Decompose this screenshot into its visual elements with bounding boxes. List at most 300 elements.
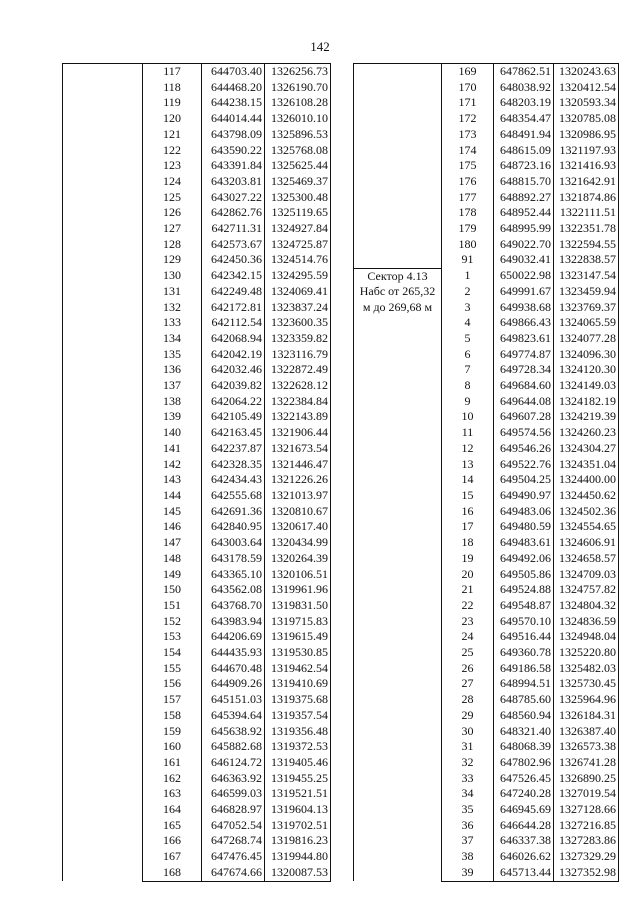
point-number: 91 [442, 252, 494, 268]
x-coordinate: 643365.10 [202, 567, 265, 583]
x-coordinate: 645394.64 [202, 708, 265, 724]
y-coordinate: 1319604.13 [265, 802, 331, 818]
y-coordinate: 1324069.41 [265, 284, 331, 300]
y-coordinate: 1320810.67 [265, 504, 331, 520]
point-number: 12 [442, 441, 494, 457]
y-coordinate: 1319944.80 [265, 849, 331, 865]
x-coordinate: 647802.96 [494, 755, 554, 771]
point-number: 136 [143, 362, 202, 378]
y-coordinate: 1327329.29 [554, 849, 619, 865]
x-coordinate: 648723.16 [494, 158, 554, 174]
point-number: 157 [143, 692, 202, 708]
y-coordinate: 1323769.37 [554, 300, 619, 316]
y-coordinate: 1321874.86 [554, 190, 619, 206]
y-coordinate: 1324658.57 [554, 551, 619, 567]
point-number: 177 [442, 190, 494, 206]
y-coordinate: 1321197.93 [554, 143, 619, 159]
point-number: 144 [143, 488, 202, 504]
x-coordinate: 642840.95 [202, 519, 265, 535]
point-number: 149 [143, 567, 202, 583]
y-coordinate: 1325482.03 [554, 661, 619, 677]
x-coordinate: 642163.45 [202, 425, 265, 441]
y-coordinate: 1319356.48 [265, 724, 331, 740]
x-coordinate: 646828.97 [202, 802, 265, 818]
y-coordinate: 1319961.96 [265, 582, 331, 598]
point-number: 135 [143, 347, 202, 363]
y-coordinate: 1319521.51 [265, 786, 331, 802]
x-coordinate: 644238.15 [202, 95, 265, 111]
y-coordinate: 1323116.79 [265, 347, 331, 363]
x-coordinate: 649483.61 [494, 535, 554, 551]
y-coordinate: 1324400.00 [554, 472, 619, 488]
point-number: 15 [442, 488, 494, 504]
y-coordinate: 1324757.82 [554, 582, 619, 598]
point-number: 11 [442, 425, 494, 441]
y-coordinate: 1322384.84 [265, 394, 331, 410]
point-number: 171 [442, 95, 494, 111]
point-number: 123 [143, 158, 202, 174]
x-coordinate: 642691.36 [202, 504, 265, 520]
y-coordinate: 1320986.95 [554, 127, 619, 143]
x-coordinate: 647526.45 [494, 771, 554, 787]
x-coordinate: 649492.06 [494, 551, 554, 567]
x-coordinate: 648354.47 [494, 111, 554, 127]
x-coordinate: 649522.76 [494, 457, 554, 473]
y-coordinate: 1324948.04 [554, 629, 619, 645]
point-number: 163 [143, 786, 202, 802]
x-coordinate: 649866.43 [494, 315, 554, 331]
point-number: 175 [442, 158, 494, 174]
y-coordinate: 1319831.50 [265, 598, 331, 614]
x-coordinate: 649480.59 [494, 519, 554, 535]
section-cell [63, 64, 143, 882]
point-number: 4 [442, 315, 494, 331]
y-coordinate: 1323147.54 [554, 268, 619, 284]
x-coordinate: 645713.44 [494, 865, 554, 881]
point-number: 172 [442, 111, 494, 127]
point-number: 153 [143, 629, 202, 645]
y-coordinate: 1319462.54 [265, 661, 331, 677]
y-coordinate: 1323600.35 [265, 315, 331, 331]
x-coordinate: 648068.39 [494, 739, 554, 755]
y-coordinate: 1319816.23 [265, 833, 331, 849]
point-number: 151 [143, 598, 202, 614]
point-number: 146 [143, 519, 202, 535]
y-coordinate: 1320243.63 [554, 64, 619, 80]
point-number: 129 [143, 252, 202, 268]
y-coordinate: 1325730.45 [554, 676, 619, 692]
x-coordinate: 642342.15 [202, 268, 265, 284]
point-number: 127 [143, 221, 202, 237]
point-number: 30 [442, 724, 494, 740]
point-number: 8 [442, 378, 494, 394]
y-coordinate: 1326573.38 [554, 739, 619, 755]
x-coordinate: 648560.94 [494, 708, 554, 724]
y-coordinate: 1319375.68 [265, 692, 331, 708]
x-coordinate: 648321.40 [494, 724, 554, 740]
point-number: 148 [143, 551, 202, 567]
point-number: 155 [143, 661, 202, 677]
point-number: 165 [143, 818, 202, 834]
coordinates-table-left [62, 63, 331, 882]
point-number: 147 [143, 535, 202, 551]
y-coordinate: 1326184.31 [554, 708, 619, 724]
point-number: 6 [442, 347, 494, 363]
point-number: 158 [143, 708, 202, 724]
table-row [354, 268, 619, 284]
sector-label: Сектор 4.13 Набс от 265,32 м до 269,68 м [354, 268, 442, 881]
point-number: 137 [143, 378, 202, 394]
x-coordinate: 649574.56 [494, 425, 554, 441]
point-number: 25 [442, 645, 494, 661]
point-number: 5 [442, 331, 494, 347]
point-number: 167 [143, 849, 202, 865]
point-number: 166 [143, 833, 202, 849]
point-number: 121 [143, 127, 202, 143]
x-coordinate: 643562.08 [202, 582, 265, 598]
y-coordinate: 1324295.59 [265, 268, 331, 284]
x-coordinate: 643391.84 [202, 158, 265, 174]
x-coordinate: 649504.25 [494, 472, 554, 488]
x-coordinate: 646363.92 [202, 771, 265, 787]
point-number: 133 [143, 315, 202, 331]
x-coordinate: 649022.70 [494, 237, 554, 253]
point-number: 169 [442, 64, 494, 80]
point-number: 164 [143, 802, 202, 818]
x-coordinate: 645151.03 [202, 692, 265, 708]
y-coordinate: 1324065.59 [554, 315, 619, 331]
y-coordinate: 1324260.23 [554, 425, 619, 441]
point-number: 33 [442, 771, 494, 787]
y-coordinate: 1325625.44 [265, 158, 331, 174]
x-coordinate: 650022.98 [494, 268, 554, 284]
point-number: 173 [442, 127, 494, 143]
x-coordinate: 646945.69 [494, 802, 554, 818]
x-coordinate: 649607.28 [494, 409, 554, 425]
point-number: 140 [143, 425, 202, 441]
point-number: 10 [442, 409, 494, 425]
x-coordinate: 648615.09 [494, 143, 554, 159]
point-number: 117 [143, 64, 202, 80]
x-coordinate: 649483.06 [494, 504, 554, 520]
y-coordinate: 1326010.10 [265, 111, 331, 127]
y-coordinate: 1323837.24 [265, 300, 331, 316]
x-coordinate: 647674.66 [202, 865, 265, 881]
x-coordinate: 642032.46 [202, 362, 265, 378]
x-coordinate: 642711.31 [202, 221, 265, 237]
y-coordinate: 1325896.53 [265, 127, 331, 143]
x-coordinate: 649186.58 [494, 661, 554, 677]
point-number: 162 [143, 771, 202, 787]
y-coordinate: 1320087.53 [265, 865, 331, 881]
y-coordinate: 1324927.84 [265, 221, 331, 237]
x-coordinate: 647052.54 [202, 818, 265, 834]
y-coordinate: 1320593.34 [554, 95, 619, 111]
point-number: 1 [442, 268, 494, 284]
y-coordinate: 1321446.47 [265, 457, 331, 473]
x-coordinate: 642573.67 [202, 237, 265, 253]
x-coordinate: 642105.49 [202, 409, 265, 425]
point-number: 35 [442, 802, 494, 818]
x-coordinate: 649505.86 [494, 567, 554, 583]
x-coordinate: 649032.41 [494, 252, 554, 268]
point-number: 14 [442, 472, 494, 488]
x-coordinate: 646599.03 [202, 786, 265, 802]
x-coordinate: 649684.60 [494, 378, 554, 394]
point-number: 150 [143, 582, 202, 598]
y-coordinate: 1327283.86 [554, 833, 619, 849]
x-coordinate: 643027.22 [202, 190, 265, 206]
x-coordinate: 645882.68 [202, 739, 265, 755]
x-coordinate: 649490.97 [494, 488, 554, 504]
y-coordinate: 1324182.19 [554, 394, 619, 410]
x-coordinate: 649360.78 [494, 645, 554, 661]
x-coordinate: 642555.68 [202, 488, 265, 504]
x-coordinate: 648995.99 [494, 221, 554, 237]
y-coordinate: 1321673.54 [265, 441, 331, 457]
y-coordinate: 1324514.76 [265, 252, 331, 268]
y-coordinate: 1319715.83 [265, 614, 331, 630]
x-coordinate: 642328.35 [202, 457, 265, 473]
x-coordinate: 648952.44 [494, 205, 554, 221]
y-coordinate: 1322111.51 [554, 205, 619, 221]
point-number: 139 [143, 409, 202, 425]
x-coordinate: 643983.94 [202, 614, 265, 630]
x-coordinate: 643798.09 [202, 127, 265, 143]
point-number: 18 [442, 535, 494, 551]
y-coordinate: 1326387.40 [554, 724, 619, 740]
point-number: 118 [143, 80, 202, 96]
y-coordinate: 1324149.03 [554, 378, 619, 394]
point-number: 21 [442, 582, 494, 598]
x-coordinate: 649823.61 [494, 331, 554, 347]
y-coordinate: 1326190.70 [265, 80, 331, 96]
table-row [63, 64, 331, 80]
point-number: 120 [143, 111, 202, 127]
y-coordinate: 1327216.85 [554, 818, 619, 834]
x-coordinate: 644206.69 [202, 629, 265, 645]
x-coordinate: 643178.59 [202, 551, 265, 567]
point-number: 23 [442, 614, 494, 630]
y-coordinate: 1324096.30 [554, 347, 619, 363]
point-number: 38 [442, 849, 494, 865]
y-coordinate: 1322594.55 [554, 237, 619, 253]
y-coordinate: 1324351.04 [554, 457, 619, 473]
y-coordinate: 1322143.89 [265, 409, 331, 425]
x-coordinate: 647268.74 [202, 833, 265, 849]
x-coordinate: 648491.94 [494, 127, 554, 143]
point-number: 178 [442, 205, 494, 221]
y-coordinate: 1324450.62 [554, 488, 619, 504]
x-coordinate: 645638.92 [202, 724, 265, 740]
x-coordinate: 642249.48 [202, 284, 265, 300]
x-coordinate: 648038.92 [494, 80, 554, 96]
point-number: 168 [143, 865, 202, 881]
x-coordinate: 642112.54 [202, 315, 265, 331]
y-coordinate: 1319405.46 [265, 755, 331, 771]
x-coordinate: 642068.94 [202, 331, 265, 347]
point-number: 37 [442, 833, 494, 849]
x-coordinate: 642434.43 [202, 472, 265, 488]
point-number: 26 [442, 661, 494, 677]
y-coordinate: 1324077.28 [554, 331, 619, 347]
x-coordinate: 644670.48 [202, 661, 265, 677]
y-coordinate: 1320434.99 [265, 535, 331, 551]
y-coordinate: 1319410.69 [265, 676, 331, 692]
y-coordinate: 1325300.48 [265, 190, 331, 206]
x-coordinate: 642042.19 [202, 347, 265, 363]
y-coordinate: 1320106.51 [265, 567, 331, 583]
point-number: 142 [143, 457, 202, 473]
y-coordinate: 1324709.03 [554, 567, 619, 583]
point-number: 22 [442, 598, 494, 614]
y-coordinate: 1325220.80 [554, 645, 619, 661]
x-coordinate: 649938.68 [494, 300, 554, 316]
x-coordinate: 646644.28 [494, 818, 554, 834]
y-coordinate: 1320412.54 [554, 80, 619, 96]
y-coordinate: 1325469.37 [265, 174, 331, 190]
point-number: 3 [442, 300, 494, 316]
page-number: 142 [310, 39, 330, 54]
y-coordinate: 1324304.27 [554, 441, 619, 457]
point-number: 31 [442, 739, 494, 755]
point-number: 160 [143, 739, 202, 755]
y-coordinate: 1319357.54 [265, 708, 331, 724]
y-coordinate: 1320264.39 [265, 551, 331, 567]
x-coordinate: 649548.87 [494, 598, 554, 614]
x-coordinate: 649644.08 [494, 394, 554, 410]
point-number: 9 [442, 394, 494, 410]
point-number: 13 [442, 457, 494, 473]
y-coordinate: 1327019.54 [554, 786, 619, 802]
point-number: 145 [143, 504, 202, 520]
point-number: 27 [442, 676, 494, 692]
y-coordinate: 1325964.96 [554, 692, 619, 708]
x-coordinate: 648815.70 [494, 174, 554, 190]
y-coordinate: 1327128.66 [554, 802, 619, 818]
point-number: 17 [442, 519, 494, 535]
point-number: 125 [143, 190, 202, 206]
x-coordinate: 642450.36 [202, 252, 265, 268]
point-number: 29 [442, 708, 494, 724]
x-coordinate: 644703.40 [202, 64, 265, 80]
y-coordinate: 1322351.78 [554, 221, 619, 237]
y-coordinate: 1326108.28 [265, 95, 331, 111]
y-coordinate: 1325119.65 [265, 205, 331, 221]
point-number: 152 [143, 614, 202, 630]
y-coordinate: 1321642.91 [554, 174, 619, 190]
point-number: 7 [442, 362, 494, 378]
y-coordinate: 1324219.39 [554, 409, 619, 425]
x-coordinate: 648892.27 [494, 190, 554, 206]
x-coordinate: 649991.67 [494, 284, 554, 300]
point-number: 28 [442, 692, 494, 708]
point-number: 122 [143, 143, 202, 159]
x-coordinate: 649524.88 [494, 582, 554, 598]
y-coordinate: 1319702.51 [265, 818, 331, 834]
x-coordinate: 643590.22 [202, 143, 265, 159]
x-coordinate: 649516.44 [494, 629, 554, 645]
point-number: 20 [442, 567, 494, 583]
point-number: 141 [143, 441, 202, 457]
y-coordinate: 1323459.94 [554, 284, 619, 300]
point-number: 24 [442, 629, 494, 645]
y-coordinate: 1321226.26 [265, 472, 331, 488]
x-coordinate: 643003.64 [202, 535, 265, 551]
y-coordinate: 1326890.25 [554, 771, 619, 787]
point-number: 36 [442, 818, 494, 834]
y-coordinate: 1324502.36 [554, 504, 619, 520]
y-coordinate: 1324554.65 [554, 519, 619, 535]
y-coordinate: 1322872.49 [265, 362, 331, 378]
y-coordinate: 1321906.44 [265, 425, 331, 441]
section-cell [354, 64, 442, 269]
point-number: 126 [143, 205, 202, 221]
x-coordinate: 642237.87 [202, 441, 265, 457]
x-coordinate: 642039.82 [202, 378, 265, 394]
point-number: 132 [143, 300, 202, 316]
x-coordinate: 648785.60 [494, 692, 554, 708]
point-number: 174 [442, 143, 494, 159]
point-number: 32 [442, 755, 494, 771]
y-coordinate: 1320785.08 [554, 111, 619, 127]
y-coordinate: 1319615.49 [265, 629, 331, 645]
table-row [354, 64, 619, 80]
point-number: 180 [442, 237, 494, 253]
x-coordinate: 644014.44 [202, 111, 265, 127]
x-coordinate: 647240.28 [494, 786, 554, 802]
x-coordinate: 643203.81 [202, 174, 265, 190]
point-number: 131 [143, 284, 202, 300]
y-coordinate: 1323359.82 [265, 331, 331, 347]
x-coordinate: 647476.45 [202, 849, 265, 865]
y-coordinate: 1325768.08 [265, 143, 331, 159]
point-number: 34 [442, 786, 494, 802]
point-number: 134 [143, 331, 202, 347]
point-number: 179 [442, 221, 494, 237]
x-coordinate: 649774.87 [494, 347, 554, 363]
point-number: 2 [442, 284, 494, 300]
y-coordinate: 1324804.32 [554, 598, 619, 614]
y-coordinate: 1326741.28 [554, 755, 619, 771]
y-coordinate: 1324606.91 [554, 535, 619, 551]
y-coordinate: 1322838.57 [554, 252, 619, 268]
x-coordinate: 649728.34 [494, 362, 554, 378]
y-coordinate: 1321416.93 [554, 158, 619, 174]
x-coordinate: 642172.81 [202, 300, 265, 316]
y-coordinate: 1320617.40 [265, 519, 331, 535]
x-coordinate: 644909.26 [202, 676, 265, 692]
x-coordinate: 649546.26 [494, 441, 554, 457]
y-coordinate: 1324725.87 [265, 237, 331, 253]
x-coordinate: 649570.10 [494, 614, 554, 630]
y-coordinate: 1319455.25 [265, 771, 331, 787]
y-coordinate: 1324836.59 [554, 614, 619, 630]
point-number: 161 [143, 755, 202, 771]
x-coordinate: 644435.93 [202, 645, 265, 661]
point-number: 156 [143, 676, 202, 692]
y-coordinate: 1327352.98 [554, 865, 619, 881]
y-coordinate: 1319530.85 [265, 645, 331, 661]
point-number: 128 [143, 237, 202, 253]
x-coordinate: 646026.62 [494, 849, 554, 865]
point-number: 39 [442, 865, 494, 881]
point-number: 159 [143, 724, 202, 740]
y-coordinate: 1319372.53 [265, 739, 331, 755]
point-number: 19 [442, 551, 494, 567]
x-coordinate: 646337.38 [494, 833, 554, 849]
point-number: 143 [143, 472, 202, 488]
